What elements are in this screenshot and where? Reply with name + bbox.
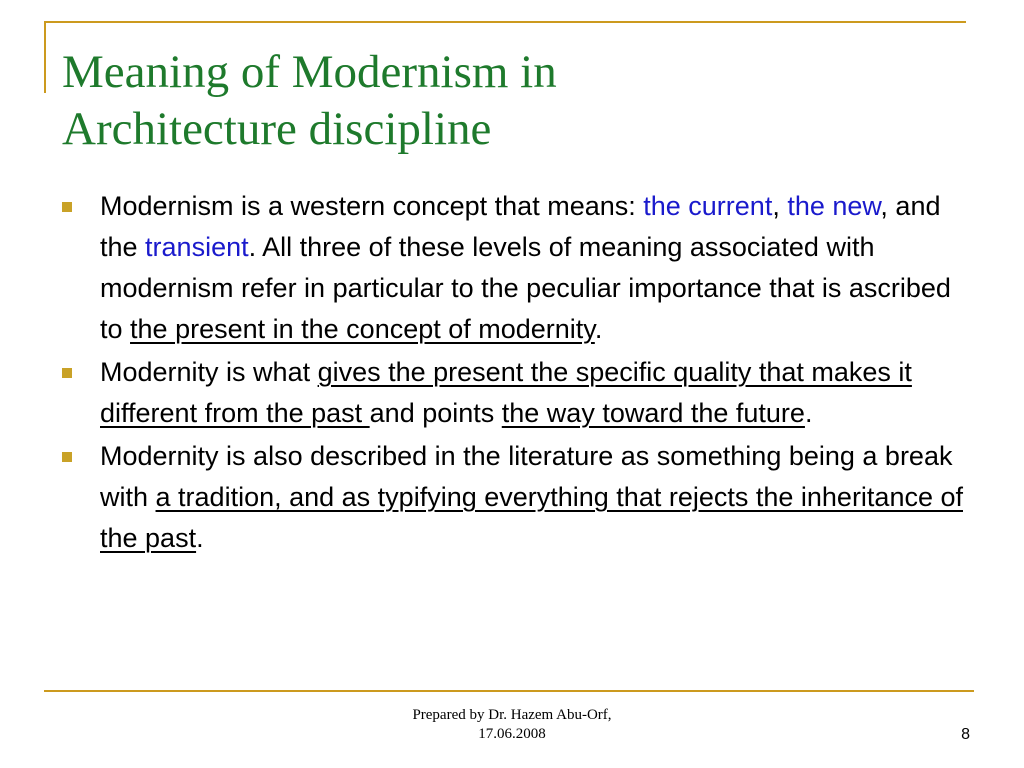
square-bullet-icon: [62, 452, 72, 462]
square-bullet-icon: [62, 202, 72, 212]
bullet-1-text-d: . All three of these levels of meaning associated with modernism refer in particular to the peculiar importance that is ascribed to: [100, 232, 951, 344]
bullet-1-text-a: Modernism is a western concept that means:: [100, 191, 644, 221]
bullet-1-text-b: ,: [772, 191, 788, 221]
square-bullet-icon: [62, 368, 72, 378]
bullet-item-2: [60, 352, 970, 434]
footer-rule: [44, 690, 974, 692]
bullet-3-text-a: Modernity is also described in the literature as something being a break with: [100, 441, 953, 512]
footer-date: 17.06.2008: [478, 726, 546, 742]
frame-horizontal-rule: [44, 21, 966, 23]
bullet-2-underlined-phrase-1: gives the present the specific quality that makes it different from the past: [100, 357, 912, 428]
bullet-1-term-current: the current: [643, 191, 773, 221]
bullet-3-text-b: .: [196, 523, 204, 553]
bullet-item-3: [60, 436, 970, 559]
page-number: 8: [961, 726, 970, 743]
bullet-list: [60, 186, 970, 561]
slide-title-line-2: Architecture discipline: [62, 103, 492, 155]
bullet-1-term-transient: transient: [145, 232, 249, 262]
bullet-item-1: [60, 186, 970, 350]
slide-title: [62, 44, 962, 158]
bullet-1-text-c: , and the: [100, 191, 941, 262]
bullet-3-underlined-phrase: a tradition, and as typifying everything that rejects the inheritance of the past: [100, 482, 963, 553]
bullet-1-term-new: the new: [787, 191, 881, 221]
bullet-2-underlined-phrase-2: the way toward the future: [501, 398, 805, 428]
bullet-2-text-a: Modernity is what: [100, 357, 318, 387]
slide-title-line-1: Meaning of Modernism in: [62, 46, 557, 98]
frame-vertical-rule: [44, 21, 46, 93]
footer-author: Prepared by Dr. Hazem Abu-Orf,: [412, 707, 612, 723]
bullet-1-underlined-phrase: the present in the concept of modernity: [130, 314, 595, 344]
footer-credit: [362, 706, 662, 744]
bullet-2-text-b: and points: [369, 398, 502, 428]
bullet-1-text-e: .: [594, 314, 603, 344]
bullet-2-text-c: .: [804, 398, 813, 428]
